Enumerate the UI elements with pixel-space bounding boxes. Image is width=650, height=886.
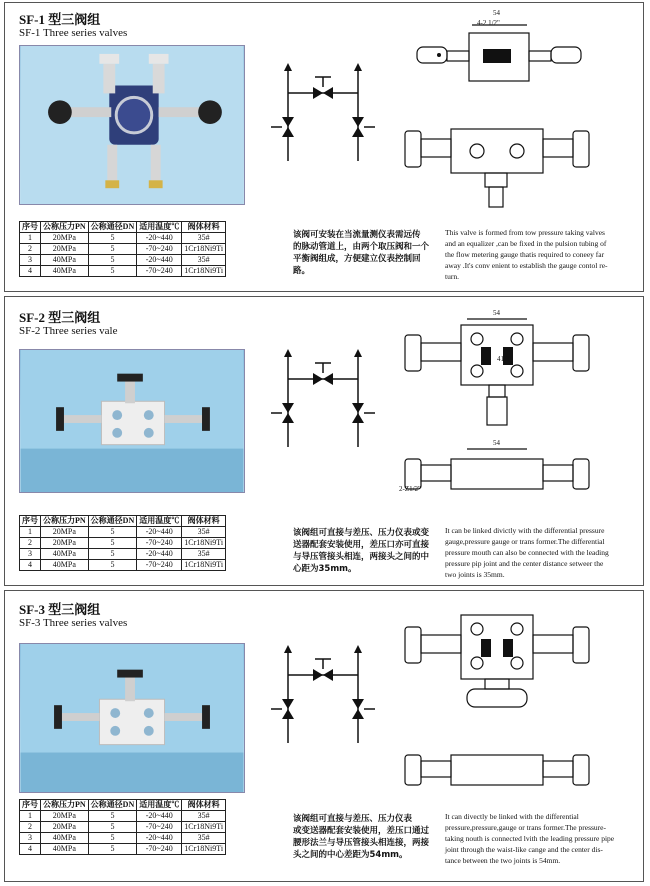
table-cell: 1 (20, 527, 41, 538)
section-sf1 (4, 2, 644, 292)
desc-line: 头之间的中心差距为54mm。 (293, 850, 408, 860)
col-header: 公称通径DN (88, 222, 137, 233)
table-cell: 40MPa (41, 549, 89, 560)
table-cell: 5 (88, 549, 137, 560)
section-sf2 (4, 296, 644, 586)
table-cell: 40MPa (41, 255, 89, 266)
sf1-dim-thread: 4-2 1/2" (477, 19, 500, 27)
sf1-valve-image (20, 46, 244, 204)
col-header: 序号 (20, 516, 41, 527)
table-row (20, 549, 226, 560)
desc-line: 该阀组可直接与差压、压力仪表 (293, 814, 413, 824)
table-cell: -70~240 (137, 538, 182, 549)
table-cell: 5 (88, 538, 137, 549)
table-cell: 20MPa (41, 811, 89, 822)
table-cell: 5 (88, 527, 137, 538)
table-cell: 1Cr18Ni9Ti (182, 266, 226, 277)
sf2-title-cn: SF-2 型三阀组 (19, 310, 101, 325)
table-cell: 5 (88, 822, 137, 833)
table-cell: -70~240 (137, 244, 182, 255)
table-cell: 20MPa (41, 538, 89, 549)
table-cell: 1 (20, 811, 41, 822)
table-cell: -20~440 (137, 811, 182, 822)
table-row (20, 266, 226, 277)
sf2-valve-image (20, 350, 244, 492)
sf2-description-cn (293, 527, 441, 575)
table-header-row (20, 516, 226, 527)
table-row (20, 560, 226, 571)
table-row (20, 527, 226, 538)
table-cell: 3 (20, 549, 41, 560)
desc-line: 腰形法兰与导压管接头相连接，两接 (293, 838, 430, 848)
table-row (20, 811, 226, 822)
table-cell: 4 (20, 844, 41, 855)
table-row (20, 833, 226, 844)
col-header: 公称通径DN (88, 516, 137, 527)
table-cell: 1Cr18Ni9Ti (182, 244, 226, 255)
table-cell: 4 (20, 560, 41, 571)
sf2-valve-schematic (263, 347, 383, 457)
sf3-product-photo (19, 643, 245, 793)
sf3-description-en (445, 811, 641, 866)
sf3-technical-drawing (397, 605, 617, 805)
table-cell: 5 (88, 560, 137, 571)
sf3-title-en: SF-3 Three series valves (19, 617, 128, 629)
table-cell: -70~240 (137, 822, 182, 833)
sf1-dim-top: 54 (493, 9, 500, 17)
table-cell: 1Cr18Ni9Ti (182, 844, 226, 855)
table-cell: -20~440 (137, 255, 182, 266)
desc-line: taking nouth is connected lvith the leading pressure pipe (445, 834, 615, 843)
desc-line: 与导压管接头相连，两接头之间的中 (293, 552, 430, 562)
desc-line: two joints is 35mm. (445, 570, 505, 579)
table-cell: -70~240 (137, 844, 182, 855)
desc-line: gauge,pressure gauge or trans former.The differential (445, 537, 605, 546)
sf3-valve-image (20, 644, 244, 792)
table-row (20, 538, 226, 549)
table-cell: 1 (20, 233, 41, 244)
table-cell: -20~440 (137, 233, 182, 244)
sf2-title-en: SF-2 Three series vale (19, 325, 118, 337)
sf2-dim-side: 41.3 (497, 355, 510, 363)
table-cell: 5 (88, 844, 137, 855)
sf1-technical-drawing (397, 11, 617, 221)
sf3-valve-schematic (263, 643, 383, 753)
desc-line: and an equalizer ,can be fixed in the pulsion tubing of (445, 239, 607, 248)
desc-line: pressure,pressure,gauge or trans former.The pressure- (445, 823, 606, 832)
table-cell: 2 (20, 244, 41, 255)
sf1-description-en (445, 227, 641, 282)
sf2-dim-mid: 54 (493, 439, 500, 447)
desc-line: away .It's conv enient to establish the gauge contol re- (445, 261, 608, 270)
table-row (20, 255, 226, 266)
table-cell: 35# (182, 233, 226, 244)
table-cell: 40MPa (41, 844, 89, 855)
sf2-spec-table (19, 515, 226, 571)
table-cell: -70~240 (137, 266, 182, 277)
table-cell: 20MPa (41, 244, 89, 255)
sf1-spec-table (19, 221, 226, 277)
table-cell: 5 (88, 811, 137, 822)
sf1-description-cn (293, 229, 443, 277)
table-cell: 35# (182, 833, 226, 844)
table-cell: 1Cr18Ni9Ti (182, 822, 226, 833)
table-cell: 20MPa (41, 233, 89, 244)
table-row (20, 233, 226, 244)
table-cell: -70~240 (137, 560, 182, 571)
sf1-product-photo (19, 45, 245, 205)
table-row (20, 844, 226, 855)
desc-line: the flow metering gauge thatis required to coneey far (445, 250, 605, 259)
col-header: 适用温度℃ (137, 222, 182, 233)
table-header-row (20, 800, 226, 811)
table-cell: 40MPa (41, 266, 89, 277)
desc-line: 的脉动管道上，由两个取压阀和一个 (293, 242, 430, 252)
desc-line: It can be linked divictly with the differential pressure (445, 526, 605, 535)
table-cell: 5 (88, 255, 137, 266)
table-cell: 35# (182, 811, 226, 822)
table-cell: -20~440 (137, 527, 182, 538)
sf3-spec-table (19, 799, 226, 855)
table-cell: 5 (88, 266, 137, 277)
col-header: 公称压力PN (41, 516, 89, 527)
sf3-description-cn (293, 813, 443, 861)
table-cell: 5 (88, 833, 137, 844)
table-cell: 3 (20, 255, 41, 266)
table-cell: -20~440 (137, 833, 182, 844)
desc-line: 该阀可安装在当流量测仪表需远传 (293, 230, 421, 240)
col-header: 阀体材料 (182, 800, 226, 811)
table-cell: 3 (20, 833, 41, 844)
table-cell: 1Cr18Ni9Ti (182, 560, 226, 571)
table-cell: 2 (20, 822, 41, 833)
table-cell: 5 (88, 233, 137, 244)
table-cell: 40MPa (41, 560, 89, 571)
table-cell: 2 (20, 538, 41, 549)
table-cell: 35# (182, 549, 226, 560)
desc-line: turn. (445, 272, 459, 281)
desc-line: 或变送器配套安装使用，差压口通过 (293, 826, 430, 836)
table-cell: 20MPa (41, 527, 89, 538)
sf2-dim-top: 54 (493, 309, 500, 317)
col-header: 阀体材料 (182, 222, 226, 233)
col-header: 适用温度℃ (137, 516, 182, 527)
table-cell: 40MPa (41, 833, 89, 844)
desc-line: pressure mouth can also be connected with the leading (445, 548, 609, 557)
col-header: 序号 (20, 222, 41, 233)
sf2-product-photo (19, 349, 245, 493)
table-row (20, 244, 226, 255)
section-sf3 (4, 590, 644, 882)
desc-line: 心距为35mm。 (293, 564, 357, 574)
desc-line: 路。 (293, 266, 311, 276)
desc-line: This valve is formed from tow pressure taking valves (445, 228, 605, 237)
desc-line: 送器配套安装使用，差压口亦可直接 (293, 540, 430, 550)
sf2-technical-drawing (397, 307, 617, 517)
table-cell: 35# (182, 527, 226, 538)
table-cell: 5 (88, 244, 137, 255)
table-cell: 1Cr18Ni9Ti (182, 538, 226, 549)
desc-line: 平衡阀组成，方便建立仪表控制回 (293, 254, 421, 264)
desc-line: pressure pip joint and the center distance setweer the (445, 559, 604, 568)
table-cell: -20~440 (137, 549, 182, 560)
col-header: 序号 (20, 800, 41, 811)
desc-line: joint through the waist-like cange and the center dis- (445, 845, 603, 854)
sf1-valve-schematic (263, 61, 383, 171)
desc-line: 该阀组可直接与差压、压力仪表或变 (293, 528, 430, 538)
col-header: 公称压力PN (41, 222, 89, 233)
sf2-description-en (445, 525, 641, 580)
desc-line: tance between the two joints is 54mm. (445, 856, 561, 865)
table-cell: 4 (20, 266, 41, 277)
sf3-title-cn: SF-3 型三阀组 (19, 602, 101, 617)
sf2-dim-thread: 2-Z1/2" (399, 485, 421, 493)
sf1-title-cn: SF-1 型三阀组 (19, 12, 101, 27)
table-cell: 20MPa (41, 822, 89, 833)
sf1-title-en: SF-1 Three series valves (19, 27, 128, 39)
col-header: 公称压力PN (41, 800, 89, 811)
table-cell: 35# (182, 255, 226, 266)
table-header-row (20, 222, 226, 233)
col-header: 阀体材料 (182, 516, 226, 527)
col-header: 公称通径DN (88, 800, 137, 811)
col-header: 适用温度℃ (137, 800, 182, 811)
desc-line: It can divectly be linked with the differential (445, 812, 579, 821)
table-row (20, 822, 226, 833)
